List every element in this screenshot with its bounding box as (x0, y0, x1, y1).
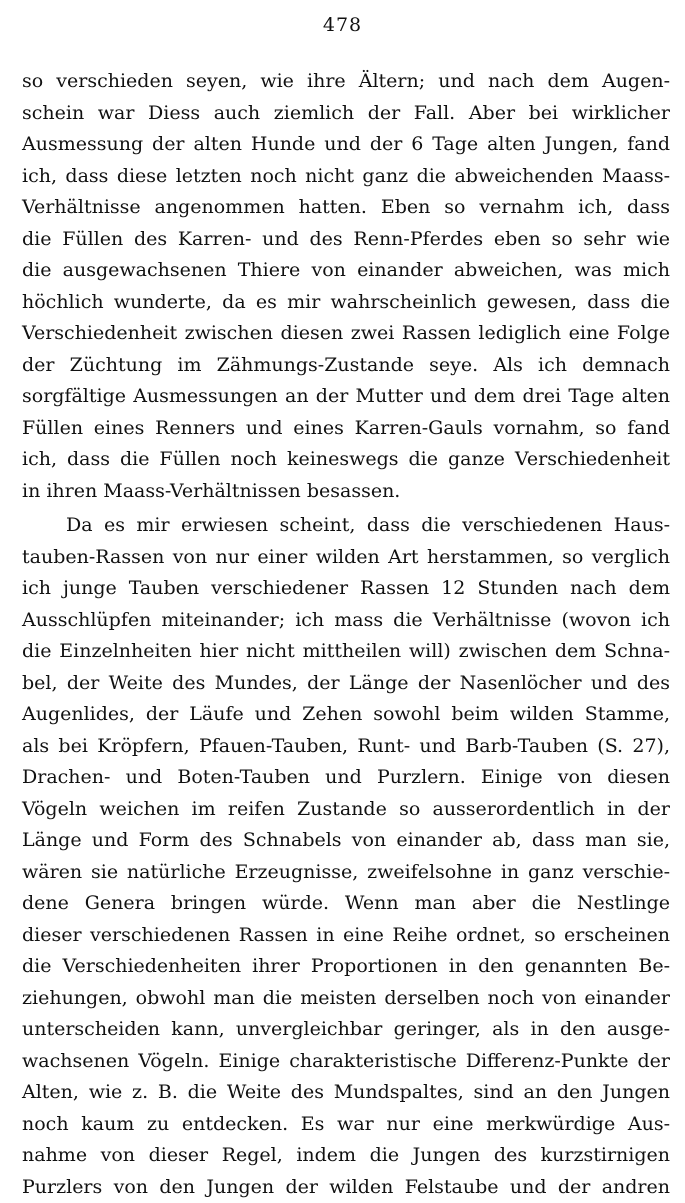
text-line: ich junge Tauben verschiedener Rassen 12 Stunden nach dem (22, 573, 670, 605)
text-line: ich, dass die Füllen noch keineswegs die ganze Verschiedenheit (22, 444, 670, 476)
text-line: in ihren Maass-Verhältnissen besassen. (22, 476, 670, 508)
text-line: wären sie natürliche Erzeugnisse, zweifelsohne in ganz verschie- (22, 857, 670, 889)
text-line: als bei Kröpfern, Pfauen-Tauben, Runt- und Barb-Tauben (S. 27), (22, 731, 670, 763)
paragraph-1 (22, 66, 670, 507)
text-line: die Einzelnheiten hier nicht mittheilen will) zwischen dem Schna- (22, 636, 670, 668)
text-line: dieser verschiedenen Rassen in eine Reihe ordnet, so erscheinen (22, 920, 670, 952)
text-line: Ausmessung der alten Hunde und der 6 Tage alten Jungen, fand (22, 129, 670, 161)
text-line: Verhältnisse angenommen hatten. Eben so vernahm ich, dass (22, 192, 670, 224)
text-line: Drachen- und Boten-Tauben und Purzlern. Einige von diesen (22, 762, 670, 794)
text-line: nahme von dieser Regel, indem die Jungen des kurzstirnigen (22, 1140, 670, 1172)
text-line: dene Genera bringen würde. Wenn man aber die Nestlinge (22, 888, 670, 920)
text-line: wachsenen Vögeln. Einige charakteristische Differenz-Punkte der (22, 1046, 670, 1078)
text-line: die ausgewachsenen Thiere von einander abweichen, was mich (22, 255, 670, 287)
text-line: Verschiedenheit zwischen diesen zwei Rassen lediglich eine Folge (22, 318, 670, 350)
text-line: sorgfältige Ausmessungen an der Mutter und dem drei Tage alten (22, 381, 670, 413)
text-line: Alten, wie z. B. die Weite des Mundspaltes, sind an den Jungen (22, 1077, 670, 1109)
text-line: bel, der Weite des Mundes, der Länge der Nasenlöcher und des (22, 668, 670, 700)
text-line: die Füllen des Karren- und des Renn-Pferdes eben so sehr wie (22, 224, 670, 256)
text-line: Füllen eines Renners und eines Karren-Gauls vornahm, so fand (22, 413, 670, 445)
body-text (22, 66, 670, 1203)
page-number: 478 (0, 14, 685, 36)
paragraph-2 (22, 510, 670, 1203)
text-line: der Züchtung im Zähmungs-Zustande seye. Als ich demnach (22, 350, 670, 382)
text-line: ich, dass diese letzten noch nicht ganz die abweichenden Maass- (22, 161, 670, 193)
text-line: Purzlers von den Jungen der wilden Felstaube und der andren (22, 1172, 670, 1203)
text-line: Augenlides, der Läufe und Zehen sowohl beim wilden Stamme, (22, 699, 670, 731)
text-line: Vögeln weichen im reifen Zustande so ausserordentlich in der (22, 794, 670, 826)
text-line: Ausschlüpfen miteinander; ich mass die Verhältnisse (wovon ich (22, 605, 670, 637)
text-line: so verschieden seyen, wie ihre Ältern; und nach dem Augen- (22, 66, 670, 98)
text-line: höchlich wunderte, da es mir wahrscheinlich gewesen, dass die (22, 287, 670, 319)
text-line: schein war Diess auch ziemlich der Fall. Aber bei wirklicher (22, 98, 670, 130)
text-line: Länge und Form des Schnabels von einander ab, dass man sie, (22, 825, 670, 857)
text-line: Da es mir erwiesen scheint, dass die verschiedenen Haus- (22, 510, 670, 542)
text-line: die Verschiedenheiten ihrer Proportionen in den genannten Be- (22, 951, 670, 983)
text-line: ziehungen, obwohl man die meisten derselben noch von einander (22, 983, 670, 1015)
text-line: unterscheiden kann, unvergleichbar geringer, als in den ausge- (22, 1014, 670, 1046)
text-line: noch kaum zu entdecken. Es war nur eine merkwürdige Aus- (22, 1109, 670, 1141)
text-line: tauben-Rassen von nur einer wilden Art herstammen, so verglich (22, 542, 670, 574)
